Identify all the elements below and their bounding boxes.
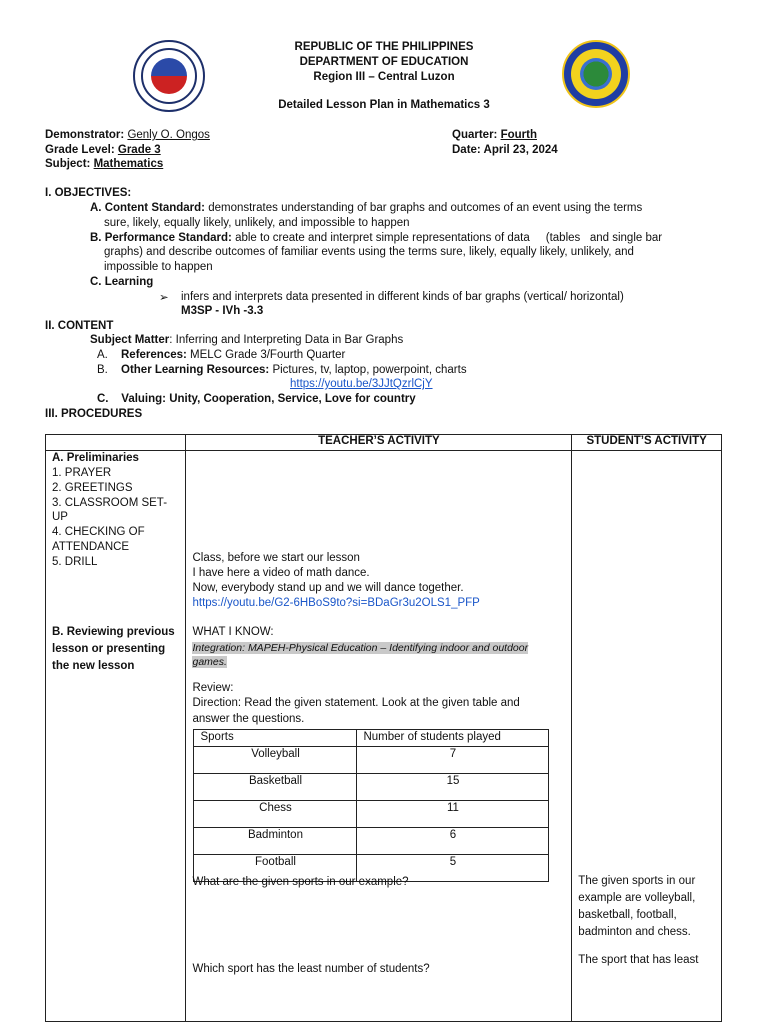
content-standard-cont: sure, likely, equally likely, unlikely, and impossible to happen — [104, 217, 410, 229]
answer-1: The given sports in our — [578, 875, 696, 887]
performance-standard: B. Performance Standard: able to create and interpret simple representations of data (tables and single bar — [90, 232, 663, 244]
drill-video-link[interactable]: https://youtu.be/G2-6HBoS9to?si=BDaGr3u2OLS1_PFP — [192, 597, 480, 609]
performance-standard-cont2: impossible to happen — [104, 261, 213, 273]
prelim-item: ATTENDANCE — [52, 541, 130, 553]
table-row: Basketball 15 — [194, 774, 549, 801]
grade-row: Grade Level: Grade 3 — [45, 144, 161, 156]
review-title: B. Reviewing previous — [52, 626, 175, 638]
date-row: Date: April 23, 2024 — [452, 144, 558, 156]
answer-1: basketball, football, — [578, 909, 677, 921]
answer-1: example are volleyball, — [578, 892, 696, 904]
deped-seal-logo — [133, 40, 205, 112]
subject-matter: Subject Matter: Inferring and Interpreting Data in Bar Graphs — [90, 334, 404, 346]
grade-value: Grade 3 — [117, 144, 161, 156]
quarter-row: Quarter: Fourth — [452, 129, 537, 141]
content-heading: II. CONTENT — [45, 320, 114, 332]
learning-competency: infers and interprets data presented in different kinds of bar graphs (vertical/ horizontal) — [181, 291, 624, 303]
bullet-icon: ➢ — [159, 292, 169, 304]
table-row: Badminton 6 — [194, 828, 549, 855]
col-teacher-header: TEACHER’S ACTIVITY — [186, 435, 572, 451]
competency-code: M3SP - IVh -3.3 — [181, 305, 264, 317]
page-title: Detailed Lesson Plan in Mathematics 3 — [278, 99, 490, 111]
col-student-header: STUDENT’S ACTIVITY — [572, 435, 722, 451]
prelim-item: 5. DRILL — [52, 556, 98, 568]
answer-1: badminton and chess. — [578, 926, 691, 938]
school-seal-logo — [562, 40, 630, 108]
learning-heading: C. Learning — [90, 276, 154, 288]
direction-text: answer the questions. — [192, 713, 305, 725]
table-row: Football 5 — [194, 855, 549, 882]
preliminaries-title: A. Preliminaries — [52, 452, 139, 464]
drill-line: Class, before we start our lesson — [192, 552, 360, 564]
header-republic: REPUBLIC OF THE PHILIPPINES — [294, 41, 474, 53]
header-deped: DEPARTMENT OF EDUCATION — [299, 56, 469, 68]
drill-line: Now, everybody stand up and we will dance together. — [192, 582, 464, 594]
integration-note: Integration: MAPEH-Physical Education – Identifying indoor and outdoor — [192, 642, 529, 654]
content-standard: A. Content Standard: demonstrates understanding of bar graphs and outcomes of an event using the terms — [90, 202, 643, 214]
review-label: Review: — [192, 682, 234, 694]
prelim-item: UP — [52, 511, 68, 523]
question-2: Which sport has the least number of students? — [192, 963, 430, 975]
prelim-item: 1. PRAYER — [52, 467, 112, 479]
sports-header: Sports — [194, 730, 357, 747]
question-1: What are the given sports in our example? — [192, 876, 409, 888]
demonstrator-row: Demonstrator: Genly O. Ongos — [45, 129, 210, 141]
resources-num: B. — [97, 364, 108, 376]
count-header: Number of students played — [357, 730, 549, 747]
what-i-know: WHAT I KNOW: — [192, 626, 274, 638]
demonstrator-name: Genly O. Ongos — [127, 129, 210, 141]
answer-2: The sport that has least — [578, 954, 699, 966]
prelim-item: 2. GREETINGS — [52, 482, 133, 494]
table-row: Chess 11 — [194, 801, 549, 828]
references-num: A. — [97, 349, 108, 361]
sports-table — [193, 729, 549, 882]
procedures-table — [45, 434, 722, 1022]
other-resources: Other Learning Resources: Pictures, tv, laptop, powerpoint, charts — [121, 364, 467, 376]
direction-text: Direction: Read the given statement. Look at the given table and — [192, 697, 520, 709]
procedures-heading: III. PROCEDURES — [45, 408, 143, 420]
valuing: C. Valuing: Unity, Cooperation, Service, Love for country — [97, 393, 416, 405]
resource-link[interactable]: https://youtu.be/3JJtQzrlCjY — [290, 378, 433, 390]
objectives-heading: I. OBJECTIVES: — [45, 187, 132, 199]
drill-line: I have here a video of math dance. — [192, 567, 370, 579]
review-title: lesson or presenting — [52, 643, 166, 655]
integration-note: games. — [192, 656, 227, 668]
performance-standard-cont: graphs) and describe outcomes of familiar events using the terms sure, likely, equally likely, unlikely, and — [104, 246, 634, 258]
table-row: Volleyball 7 — [194, 747, 549, 774]
header-region: Region III – Central Luzon — [313, 71, 455, 83]
references: References: MELC Grade 3/Fourth Quarter — [121, 349, 346, 361]
subject-value: Mathematics — [93, 158, 164, 170]
prelim-item: 4. CHECKING OF — [52, 526, 145, 538]
quarter-value: Fourth — [500, 129, 537, 141]
review-title: the new lesson — [52, 660, 135, 672]
prelim-item: 3. CLASSROOM SET- — [52, 497, 168, 509]
subject-row: Subject: Mathematics — [45, 158, 164, 170]
